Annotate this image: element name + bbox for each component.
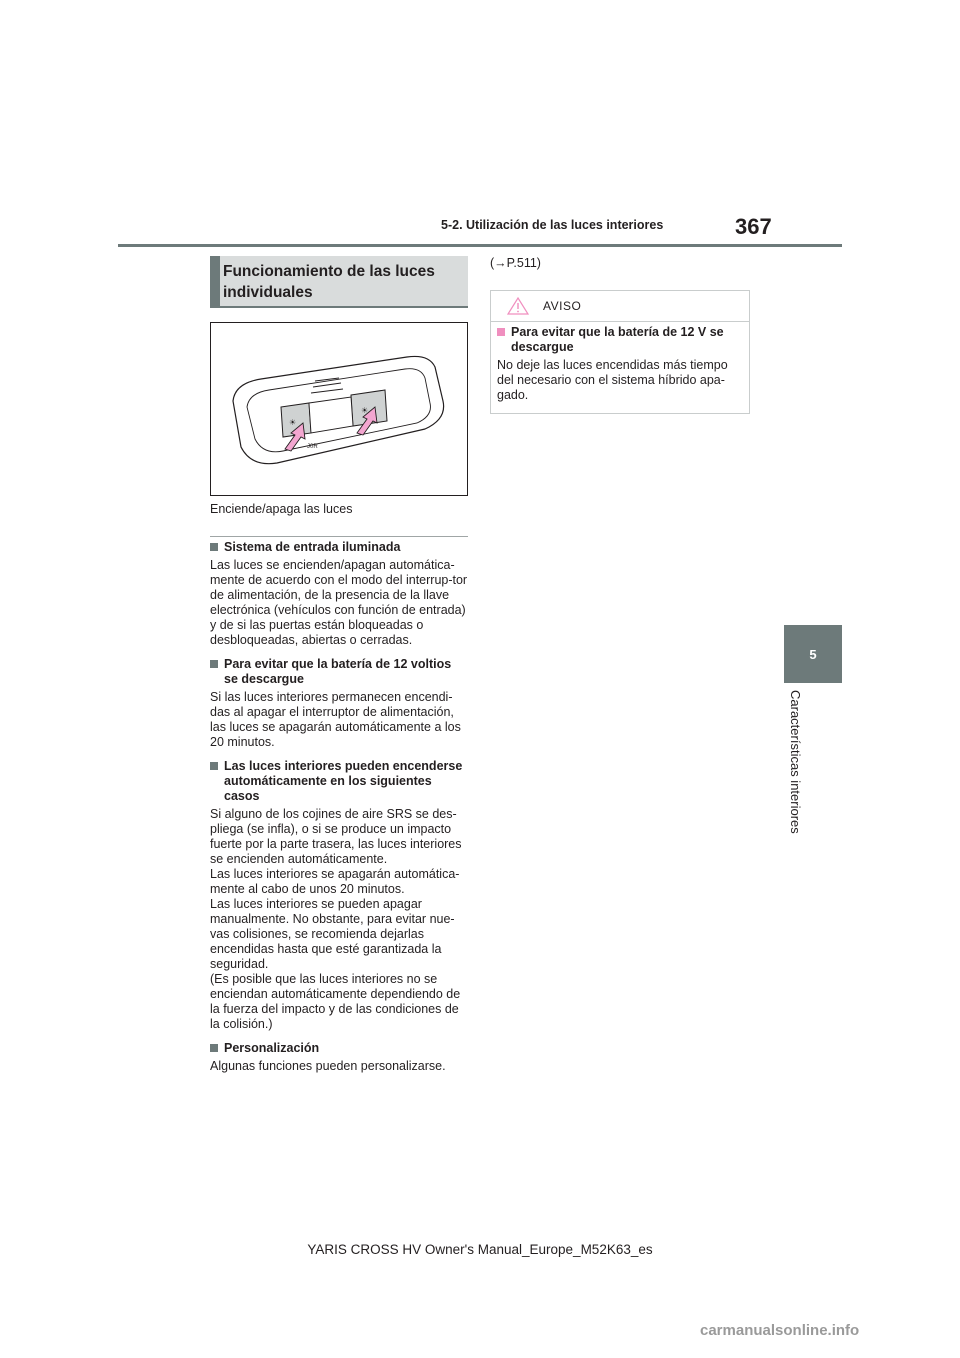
subsection-title: Las luces interiores pueden encenderse automáticamente en los siguientes casos [210,759,468,804]
subsection-title: Sistema de entrada iluminada [210,540,468,555]
page-reference-link[interactable]: (→P.511) [490,256,541,270]
overhead-light-illustration [210,322,468,496]
bullet-square-icon [210,762,218,770]
section-header: 5-2. Utilización de las luces interiores [441,218,664,232]
chapter-number: 5 [809,646,817,662]
bullet-square-icon [210,660,218,668]
svg-text:☀: ☀ [361,406,369,415]
watermark: carmanualsonline.info [700,1322,860,1339]
caption-divider [210,536,468,537]
subsection-body: Si alguno de los cojines de aire SRS se des-pliega (se infla), o si se produce un impacto fuerte por la parte trasera, las luces interiores se encienden automáticamente. Las luces interiores se apagarán automática-mente al cabo de unos 20 minutos. Las luces interiores se pueden apagar manualmente. No obstante, para evitar nue-vas colisiones, se recomienda dejarlas encendidas hasta que esté garantizada la seguridad. (Es posible que las luces interiores no se enciendan automáticamente dependiendo de la fuerza del impacto y de las condiciones de la colisión.) [210,807,462,1031]
section-heading-text: Funcionamiento de las luces individuales [223,263,435,301]
subsection-title: Para evitar que la batería de 12 voltios se descargue [210,657,468,687]
chapter-title: Características interiores [788,690,803,834]
bullet-square-icon [210,1044,218,1052]
warning-title: Para evitar que la batería de 12 V se descargue [497,325,743,355]
warning-body: No deje las luces encendidas más tiempo del necesario con el sistema híbrido apa-gado. [497,358,728,402]
subsection-body: Las luces se encienden/apagan automática-mente de acuerdo con el modo del interrup-tor de alimentación, de la presencia de la llave electrónica (vehículos con función de entrada) y de si las puertas están bloqueadas o desbloqueadas, abiertas o cerradas. [210,558,468,647]
subsection-body: Algunas funciones pueden personalizarse. [210,1059,446,1073]
warning-label: AVISO [543,299,582,313]
overhead-console-drawing [211,323,467,495]
section-heading [210,256,468,308]
footer-manual-id: YARIS CROSS HV Owner's Manual_Europe_M52K63_es [307,1242,653,1257]
heading-accent-bar [210,256,220,306]
subsection-body: Si las luces interiores permanecen encendi-das al apagar el interruptor de alimentación, las luces se apagarán automáticamente a los 20 minutos. [210,690,461,749]
warning-box [490,290,750,414]
warning-triangle-icon [507,297,529,315]
page-number: 367 [735,214,772,239]
subsection-title: Personalización [210,1041,468,1056]
bullet-square-icon [497,328,505,336]
chapter-tab [784,625,842,683]
chapter-title-vertical [784,690,808,850]
warning-content [497,325,743,403]
bullet-square-icon [210,543,218,551]
warning-header [491,291,749,322]
figure-code-label: J0R [307,444,318,450]
left-column [210,540,468,1083]
header-rule [118,244,842,247]
figure-caption: Enciende/apaga las luces [210,502,353,516]
svg-text:☀: ☀ [289,418,297,427]
